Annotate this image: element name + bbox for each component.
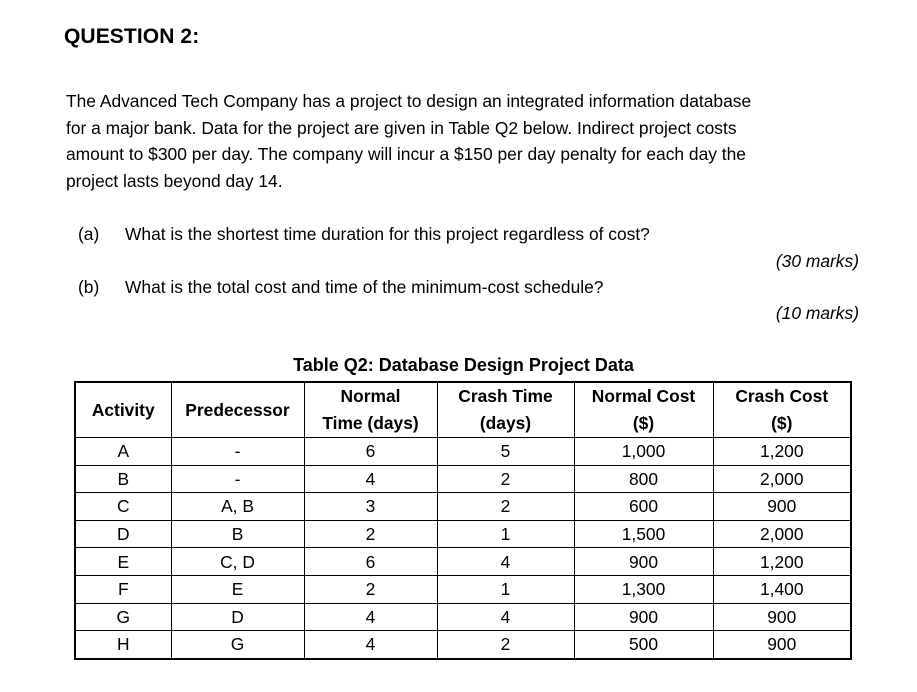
question-paragraph: [66, 88, 866, 194]
cell-crash-cost: 900: [713, 493, 851, 521]
cell-normal-cost: 1,500: [574, 520, 713, 548]
cell-predecessor: B: [171, 520, 304, 548]
cell-normal-time: 6: [304, 548, 437, 576]
question-a-label: (a): [78, 224, 100, 244]
cell-predecessor: -: [171, 465, 304, 493]
cell-normal-time: 4: [304, 465, 437, 493]
cell-normal-time: 4: [304, 631, 437, 659]
cell-crash-cost: 2,000: [713, 520, 851, 548]
cell-predecessor: C, D: [171, 548, 304, 576]
cell-crash-cost: 2,000: [713, 465, 851, 493]
cell-predecessor: A, B: [171, 493, 304, 521]
cell-activity: H: [75, 631, 171, 659]
header-predecessor: Predecessor: [171, 382, 304, 438]
cell-crash-time: 2: [437, 465, 574, 493]
header-crash-time-line2: (days): [437, 410, 574, 438]
cell-predecessor: E: [171, 575, 304, 603]
paragraph-line: The Advanced Tech Company has a project to design an integrated information database: [66, 91, 752, 111]
table-row: [75, 520, 851, 548]
question-heading: QUESTION 2:: [64, 25, 200, 48]
cell-normal-cost: 900: [574, 548, 713, 576]
cell-crash-time: 1: [437, 575, 574, 603]
cell-normal-cost: 1,300: [574, 575, 713, 603]
cell-predecessor: D: [171, 603, 304, 631]
project-data-table: [74, 381, 852, 660]
cell-predecessor: -: [171, 438, 304, 466]
cell-crash-cost: 900: [713, 603, 851, 631]
cell-normal-time: 3: [304, 493, 437, 521]
header-normal-time-line2: Time (days): [304, 410, 437, 438]
cell-crash-cost: 1,400: [713, 575, 851, 603]
cell-normal-time: 2: [304, 520, 437, 548]
cell-crash-time: 4: [437, 603, 574, 631]
paragraph-line: project lasts beyond day 14.: [66, 170, 283, 191]
table-row: [75, 631, 851, 659]
cell-activity: A: [75, 438, 171, 466]
table-caption-text: Table Q2: Database Design Project Data: [293, 355, 634, 375]
cell-crash-cost: 1,200: [713, 438, 851, 466]
cell-normal-cost: 1,000: [574, 438, 713, 466]
cell-crash-time: 1: [437, 520, 574, 548]
cell-normal-cost: 800: [574, 465, 713, 493]
cell-crash-cost: 1,200: [713, 548, 851, 576]
cell-crash-time: 5: [437, 438, 574, 466]
cell-crash-time: 2: [437, 631, 574, 659]
cell-normal-time: 6: [304, 438, 437, 466]
table-caption: [0, 355, 917, 376]
table-row: [75, 603, 851, 631]
question-b-text: What is the total cost and time of the minimum-cost schedule?: [125, 277, 604, 297]
cell-activity: G: [75, 603, 171, 631]
cell-normal-cost: 600: [574, 493, 713, 521]
paragraph-line: for a major bank. Data for the project are given in Table Q2 below. Indirect project costs: [66, 117, 737, 138]
cell-activity: F: [75, 575, 171, 603]
cell-crash-cost: 900: [713, 631, 851, 659]
paragraph-line: amount to $300 per day. The company will incur a $150 per day penalty for each day the: [66, 144, 746, 164]
table-row: [75, 548, 851, 576]
cell-normal-cost: 500: [574, 631, 713, 659]
header-crash-time-line1: Crash Time: [437, 382, 574, 410]
cell-crash-time: 4: [437, 548, 574, 576]
header-crash-cost-line2: ($): [713, 410, 851, 438]
table-row: [75, 465, 851, 493]
cell-normal-cost: 900: [574, 603, 713, 631]
cell-activity: C: [75, 493, 171, 521]
table-row: [75, 575, 851, 603]
header-normal-cost-line2: ($): [574, 410, 713, 438]
table-row: [75, 438, 851, 466]
cell-crash-time: 2: [437, 493, 574, 521]
cell-normal-time: 2: [304, 575, 437, 603]
header-normal-cost-line1: Normal Cost: [574, 382, 713, 410]
table-row: [75, 493, 851, 521]
cell-predecessor: G: [171, 631, 304, 659]
header-activity: Activity: [75, 382, 171, 438]
cell-activity: E: [75, 548, 171, 576]
header-crash-cost-line1: Crash Cost: [713, 382, 851, 410]
question-a-text: What is the shortest time duration for this project regardless of cost?: [125, 224, 650, 244]
cell-activity: D: [75, 520, 171, 548]
cell-normal-time: 4: [304, 603, 437, 631]
header-normal-time-line1: Normal: [304, 382, 437, 410]
question-b-label: (b): [78, 277, 100, 297]
cell-activity: B: [75, 465, 171, 493]
question-a-marks: (30 marks): [775, 251, 859, 271]
question-b-marks: (10 marks): [775, 303, 859, 323]
